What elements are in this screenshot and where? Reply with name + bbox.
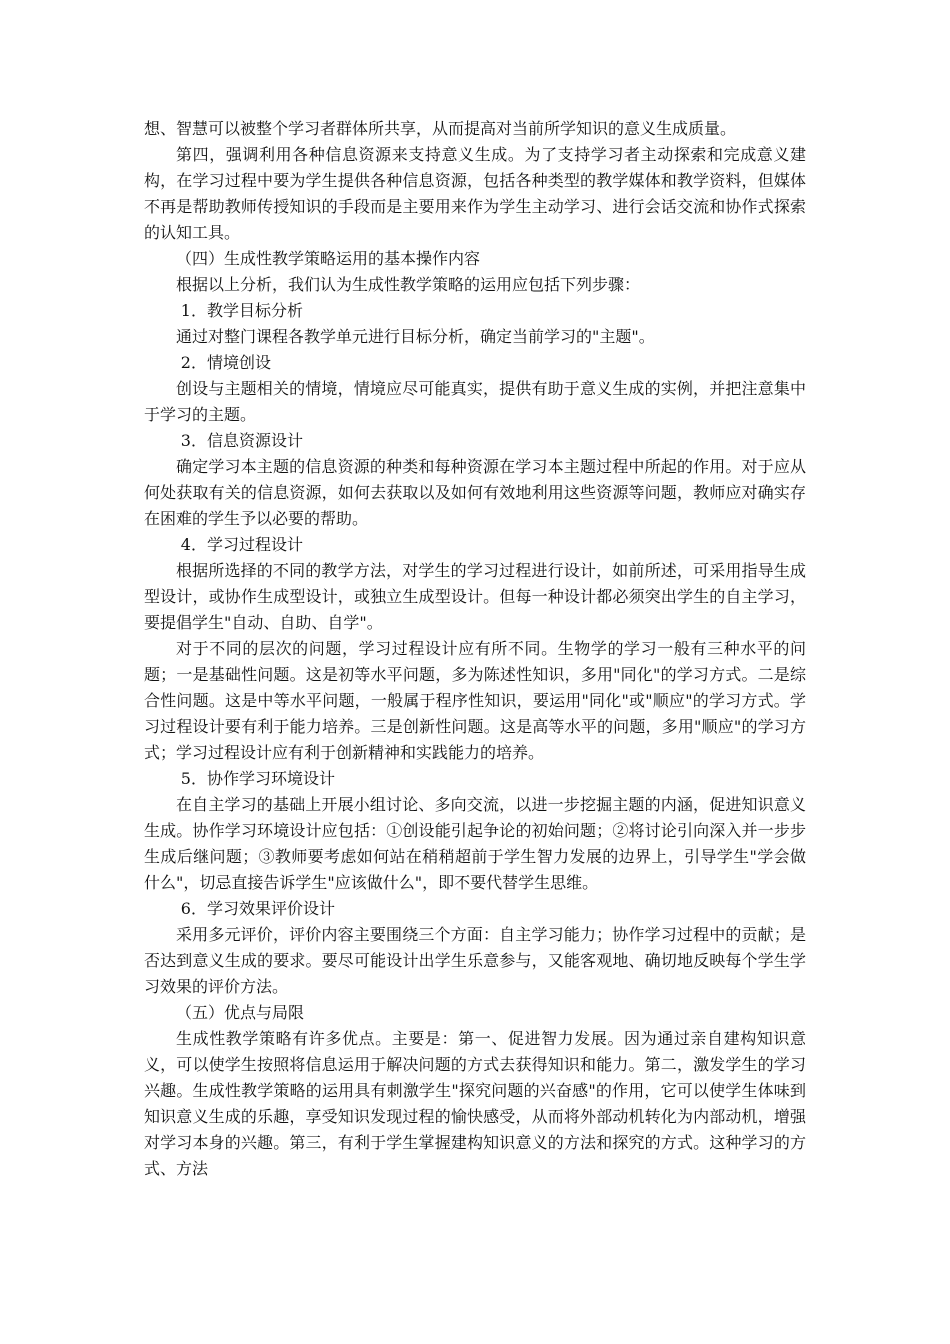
step-heading-6: 6．学习效果评价设计 bbox=[180, 899, 335, 918]
step-heading-5: 5．协作学习环境设计 bbox=[180, 769, 335, 788]
section-heading-5: （五）优点与局限 bbox=[176, 1003, 305, 1022]
paragraph-step-4b: 对于不同的层次的问题，学习过程设计应有所不同。生物学的学习一般有三种水平的问题；一是基础性问题。这是初等水平问题，多为陈述性知识，多用"同化"的学习方式。二是综合性问题。这是中等水平问题，一般属于程序性知识，要运用"同化"或"顺应"的学习方式。学习过程设计要有利于能力培养。三是创新性问题。这是高等水平的问题，多用"顺应"的学习方式；学习过程设计应有利于创新精神和实践能力的培养。 bbox=[144, 639, 806, 762]
section-heading-4: （四）生成性教学策略运用的基本操作内容 bbox=[176, 249, 481, 268]
paragraph-step-2: 创设与主题相关的情境，情境应尽可能真实，提供有助于意义生成的实例，并把注意集中于学习的主题。 bbox=[144, 379, 806, 424]
paragraph-step-4a: 根据所选择的不同的教学方法，对学生的学习过程进行设计，如前所述，可采用指导生成型设计，或协作生成型设计，或独立生成型设计。但每一种设计都必须突出学生的自主学习，要提倡学生"自动、自助、自学"。 bbox=[144, 561, 806, 632]
step-heading-2: 2．情境创设 bbox=[180, 353, 271, 372]
paragraph-advantages: 生成性教学策略有许多优点。主要是：第一、促进智力发展。因为通过亲自建构知识意义，可以使学生按照将信息运用于解决问题的方式去获得知识和能力。第二，激发学生的学习兴趣。生成性教学策略的运用具有刺激学生"探究问题的兴奋感"的作用，它可以使学生体味到知识意义生成的乐趣，享受知识发现过程的愉快感受，从而将外部动机转化为内部动机，增强对学习本身的兴趣。第三，有利于学生掌握建构知识意义的方法和探究的方式。这种学习的方式、方法 bbox=[144, 1029, 806, 1178]
paragraph-step-3: 确定学习本主题的信息资源的种类和每种资源在学习本主题过程中所起的作用。对于应从何处获取有关的信息资源，如何去获取以及如何有效地利用这些资源等问题，教师应对确实存在困难的学生予以必要的帮助。 bbox=[144, 457, 806, 528]
paragraph-step-1: 通过对整门课程各教学单元进行目标分析，确定当前学习的"主题"。 bbox=[176, 327, 655, 346]
paragraph-continuation: 想、智慧可以被整个学习者群体所共享，从而提高对当前所学知识的意义生成质量。 bbox=[144, 119, 737, 138]
step-heading-3: 3．信息资源设计 bbox=[180, 431, 303, 450]
paragraph-step-6: 采用多元评价，评价内容主要围绕三个方面：自主学习能力；协作学习过程中的贡献；是否达到意义生成的要求。要尽可能设计出学生乐意参与，又能客观地、确切地反映每个学生学习效果的评价方法。 bbox=[144, 925, 806, 996]
document-page bbox=[144, 116, 806, 1182]
step-heading-1: 1．教学目标分析 bbox=[180, 301, 303, 320]
paragraph-fourth-point: 第四，强调利用各种信息资源来支持意义生成。为了支持学习者主动探索和完成意义建构，在学习过程中要为学生提供各种信息资源，包括各种类型的教学媒体和教学资料，但媒体不再是帮助教师传授知识的手段而是主要用来作为学生主动学习、进行会话交流和协作式探索的认知工具。 bbox=[144, 145, 806, 242]
paragraph-step-5: 在自主学习的基础上开展小组讨论、多向交流，以进一步挖掘主题的内涵，促进知识意义生成。协作学习环境设计应包括：①创设能引起争论的初始问题；②将讨论引向深入并一步步生成后继问题；③教师要考虑如何站在稍稍超前于学生智力发展的边界上，引导学生"学会做什么"，切忌直接告诉学生"应该做什么"，即不要代替学生思维。 bbox=[144, 795, 806, 892]
step-heading-4: 4．学习过程设计 bbox=[180, 535, 303, 554]
paragraph-steps-intro: 根据以上分析，我们认为生成性教学策略的运用应包括下列步骤： bbox=[176, 275, 641, 294]
